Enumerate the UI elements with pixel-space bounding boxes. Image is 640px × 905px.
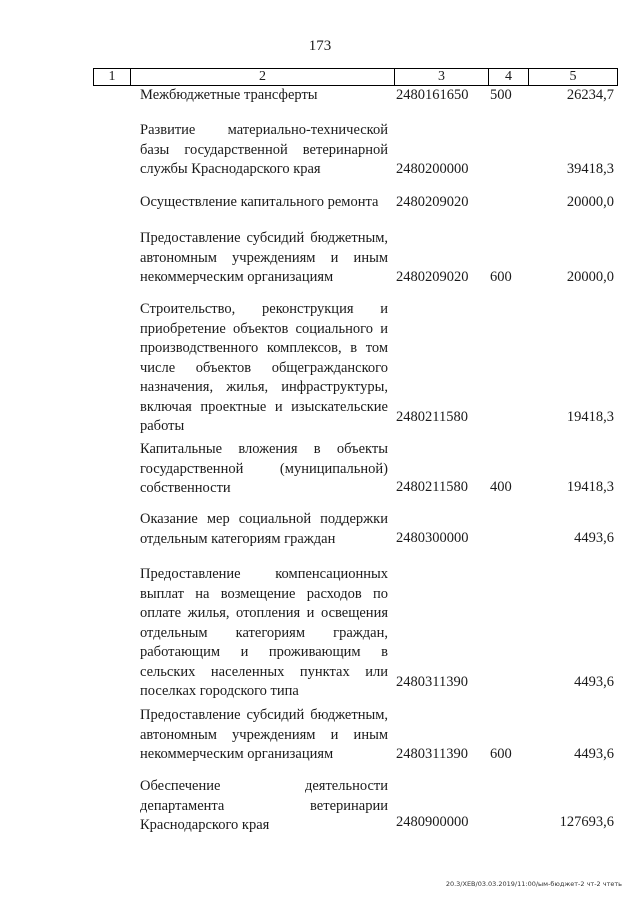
item-amount: 20000,0: [566, 269, 614, 285]
item-expense-type: 600: [490, 746, 512, 762]
item-amount: 127693,6: [559, 814, 614, 830]
table-header-row: [93, 68, 618, 86]
page-number: 173: [308, 38, 332, 54]
item-code: 2480211580: [396, 479, 468, 495]
column-header-4: 4: [489, 69, 529, 85]
item-name: Развитие материально-технической базы государственной ветеринарной службы Краснодарского края: [140, 122, 388, 177]
item-code: 2480161650: [396, 87, 469, 103]
item-name: Предоставление субсидий бюджетным, автономным учреждениям и иным некоммерческим организациям: [140, 707, 388, 762]
item-code: 2480900000: [396, 814, 469, 830]
item-amount: 4493,6: [574, 746, 614, 762]
footer-stamp: 20.3/ХЕВ/03.03.2019/11:00/ым-бюджет-2 чт-2 чтеть: [445, 880, 622, 888]
column-header-5: 5: [569, 69, 577, 84]
item-amount: 4493,6: [574, 530, 614, 546]
item-expense-type: 500: [490, 87, 512, 103]
item-amount: 19418,3: [566, 409, 614, 425]
item-code: 2480211580: [396, 409, 468, 425]
item-name: Межбюджетные трансферты: [140, 87, 318, 103]
item-expense-type: 600: [490, 269, 512, 285]
item-amount: 4493,6: [574, 674, 614, 690]
column-header-3: 3: [395, 69, 489, 85]
item-amount: 20000,0: [566, 194, 614, 210]
column-header-2: 2: [131, 69, 395, 85]
item-code: 2480209020: [396, 194, 469, 210]
item-expense-type: 400: [490, 479, 512, 495]
item-name: Обеспечение деятельности департамента ветеринарии Краснодарского края: [140, 778, 388, 833]
item-code: 2480209020: [396, 269, 469, 285]
item-name: Предоставление субсидий бюджетным, автономным учреждениям и иным некоммерческим организациям: [140, 230, 388, 285]
item-amount: 19418,3: [566, 479, 614, 495]
item-code: 2480311390: [396, 746, 468, 762]
item-code: 2480300000: [396, 530, 469, 546]
item-code: 2480200000: [396, 161, 469, 177]
item-amount: 26234,7: [566, 87, 614, 103]
item-code: 2480311390: [396, 674, 468, 690]
item-name: Капитальные вложения в объекты государственной (муниципальной) собственности: [140, 441, 388, 496]
item-amount: 39418,3: [566, 161, 614, 177]
item-name: Строительство, реконструкция и приобретение объектов социального и производственного комплексов, в том числе объектов общегражданского назначения, жилья, инфраструктуры, включая проектные и изыскательские работы: [140, 301, 388, 434]
item-name: Предоставление компенсационных выплат на возмещение расходов по оплате жилья, отопления и освещения отдельным категориям граждан, работающим и проживающим в сельских населенных пунктах или поселках городского типа: [140, 566, 388, 699]
item-name: Оказание мер социальной поддержки отдельным категориям граждан: [140, 511, 388, 547]
column-header-1: 1: [94, 69, 131, 85]
item-name: Осуществление капитального ремонта: [140, 194, 379, 210]
